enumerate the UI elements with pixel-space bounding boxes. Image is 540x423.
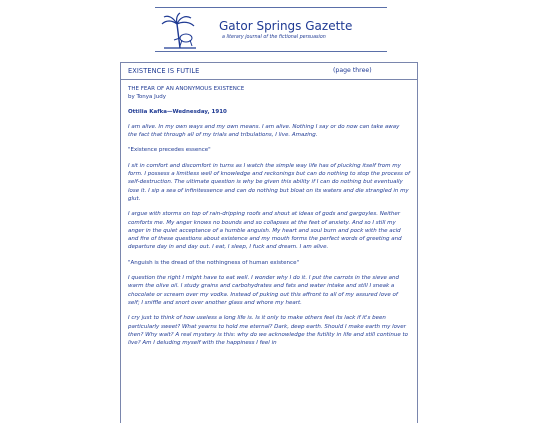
masthead-title: Gator Springs Gazette (219, 19, 353, 33)
article-paragraph: I argue with storms on top of rain-dripping roofs and shout at ideas of gods and gargoyles. Neither comforts me. My anger knows no bounds and so collapses at the feet of anxiety. And so I still my anger in the quiet acceptance of a humble anguish. My heart and soul burn and pock with the acid and fire of these questions about existence and my mouth forms the perfect words of greeting and departure day in and day out. I eat, I sleep, I fuck and dream. I am alive. (128, 211, 402, 251)
article-quote: "Existence precedes essence" (128, 147, 211, 154)
article-frame (120, 62, 418, 423)
article-author: by Tonya Judy (128, 94, 166, 101)
article-paragraph: I question the right I might have to eat well. I wonder why I do it. I put the carrots in the sieve and warm the olive oil. I study grains and carbohydrates and fats and water intake and still I sneak a chocolate or scream over my vodka. Instead of puking out this affront to all of my assured love of self; I sniffle and snort over another glass and whore my heart. (128, 275, 399, 306)
gator-palm-logo-icon (160, 12, 200, 50)
article-body (121, 80, 417, 347)
article-paragraph: I sit in comfort and discomfort in turns as I watch the simple way life has of plucking itself from my form. I possess a limitless well of knowledge and reckonings but can do nothing to stop the process of self-destruction. The ultimate question is why be given this ability if I can do nothing but eventually lose it. I sip a sea of infinitessence and can do nothing but bloat on its waters and die strangled in my glut. (128, 162, 410, 202)
page-number: (page three) (333, 67, 372, 74)
article-dateline: Ottilia Kafka—Wednesday, 1910 (128, 108, 227, 115)
article-paragraph: I cry just to think of how useless a long life is. Is it only to make others feel its lack if it's been particularly sweet? What yearns to hold me eternal? Dark, deep earth. Should I make earth my lover then? Why wait? A real mystery is this: why do we acknowledge the futility in life and still continue to live? Am I deluding myself with the happiness I feel in (128, 315, 408, 347)
article-heading-block (128, 85, 410, 102)
section-title: EXISTENCE IS FUTILE (128, 67, 200, 75)
masthead-subtitle: a literary journal of the fictional persuasion (222, 35, 326, 40)
masthead-bottom-rule (155, 51, 387, 52)
article-quote: "Anguish is the dread of the nothingness of human existence" (128, 259, 299, 266)
section-header (121, 63, 417, 80)
article-heading: THE FEAR OF AN ANONYMOUS EXISTENCE (128, 86, 245, 92)
masthead-top-rule (155, 7, 387, 8)
article-paragraph: I am alive. In my own ways and my own means. I am alive. Nothing I say or do now can take away the fact that through all of my trials and tribulations, I live. Amazing. (128, 123, 400, 139)
